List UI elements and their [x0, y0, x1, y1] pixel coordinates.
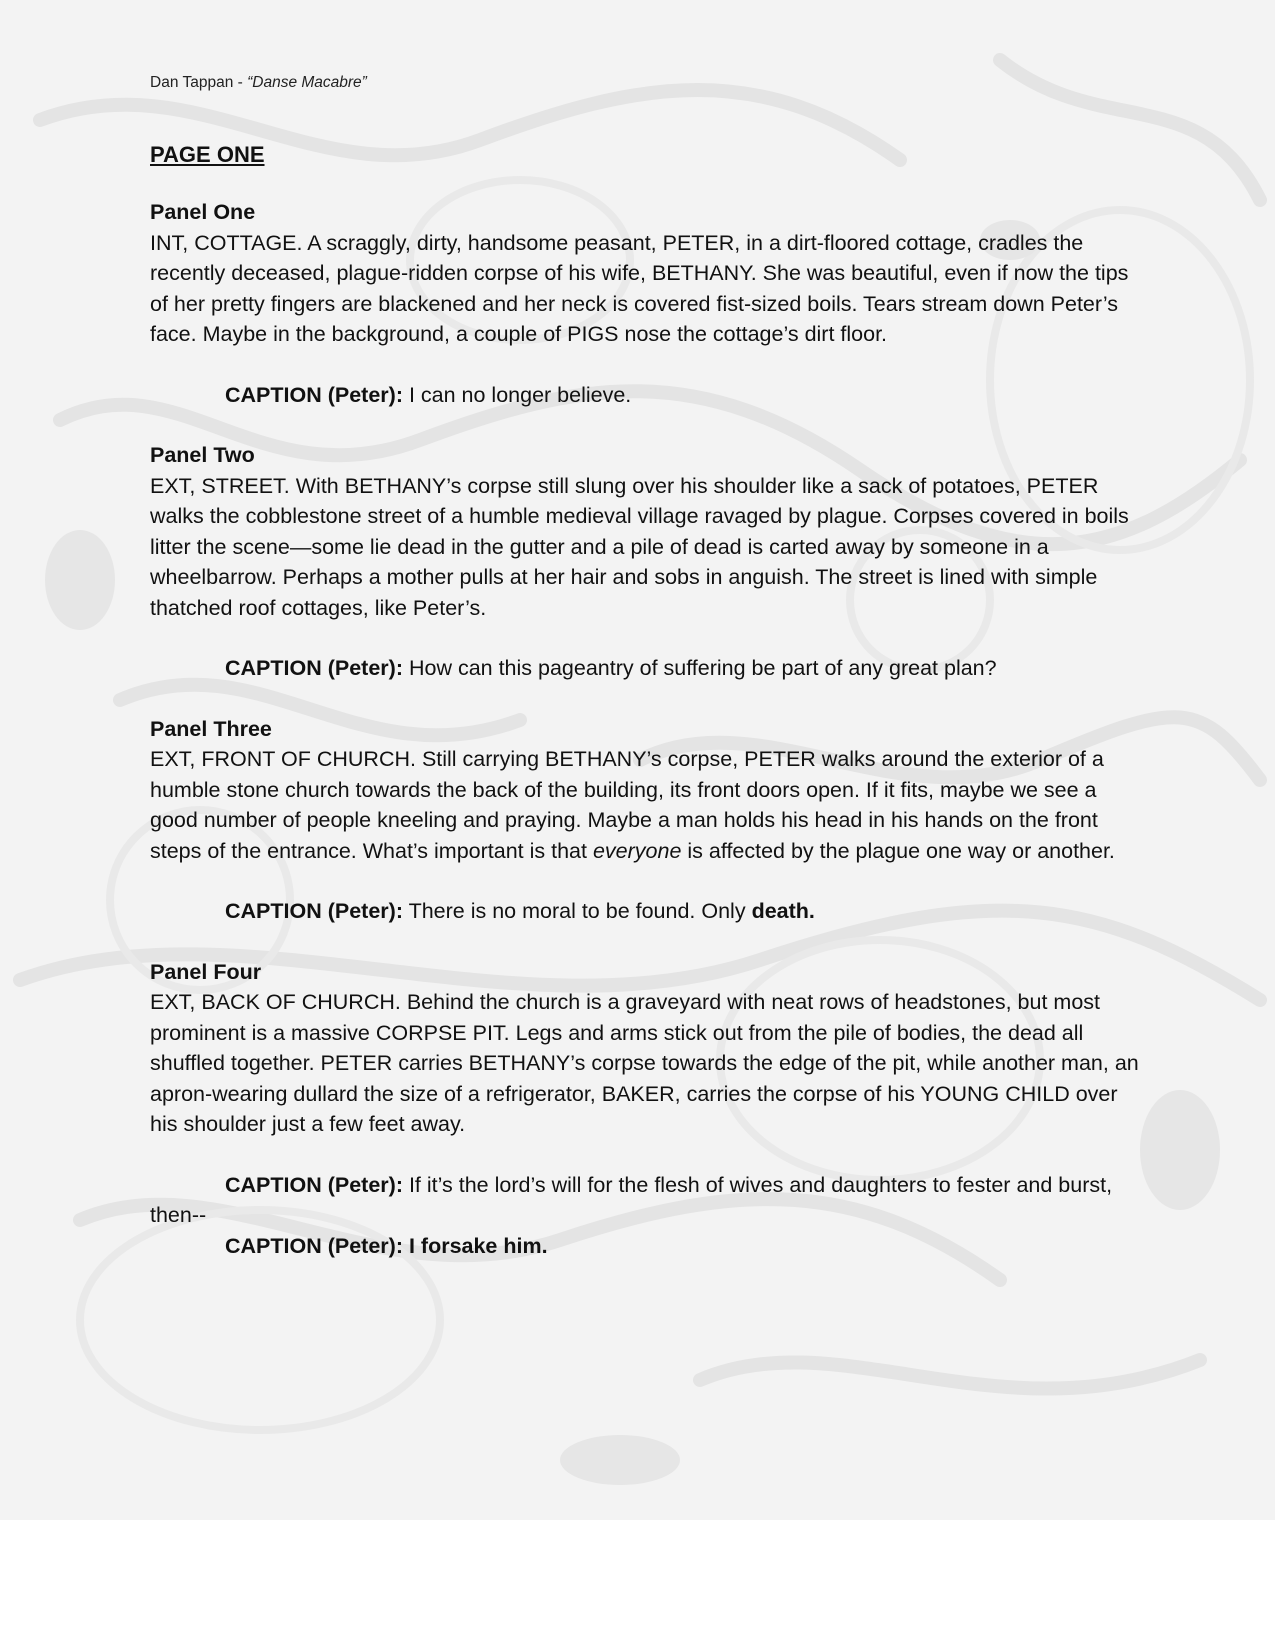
- description-part: EXT, FRONT OF CHURCH. Still carrying BETHANY’s corpse, PETER walks around the exterior of a humble stone church towards the back of the building, its front doors open. If it fits, maybe we see a good number of people kneeling and praying. Maybe a man holds his head in his hands on the front steps of the entrance. What’s important is that: [150, 747, 1104, 863]
- panel-caption: [150, 896, 1140, 927]
- caption-text: If it’s the lord’s will for the flesh of wives and daughters to fester and burst, then--: [150, 1172, 1113, 1227]
- caption-text: I can no longer believe.: [402, 382, 632, 407]
- panel-caption: [150, 1170, 1140, 1231]
- panel-caption: [150, 380, 1140, 411]
- panel-caption-second: [150, 1231, 1140, 1262]
- panel-one: [150, 197, 1140, 410]
- panel-heading: Panel Four: [150, 959, 262, 984]
- panel-caption: [150, 653, 1140, 684]
- panel-description: [150, 744, 1140, 866]
- caption-label: CAPTION (Peter):: [225, 1233, 403, 1258]
- panel-heading: Panel Three: [150, 716, 272, 741]
- caption-label: CAPTION (Peter):: [225, 382, 403, 407]
- panel-heading: Panel Two: [150, 443, 255, 467]
- script-page: [150, 74, 1140, 1291]
- panel-description: EXT, STREET. With BETHANY’s corpse still slung over his shoulder like a sack of potatoes, PETER walks the cobblestone street of a humble medieval village ravaged by plague. Corpses covered in boils litter the scene—some lie dead in the gutter and a pile of dead is carted away by someone in a wheelbarrow. Perhaps a mother pulls at her hair and sobs in anguish. The street is lined with simple thatched roof cottages, like Peter’s.: [150, 473, 1129, 620]
- panel-description: EXT, BACK OF CHURCH. Behind the church is a graveyard with neat rows of headstones, but most prominent is a massive CORPSE PIT. Legs and arms stick out from the pile of bodies, the dead all shuffled together. PETER carries BETHANY’s corpse towards the edge of the pit, while another man, an apron-wearing dullard the size of a refrigerator, BAKER, carries the corpse of his YOUNG CHILD over his shoulder just a few feet away.: [150, 990, 1139, 1136]
- caption-text: There is no moral to be found. Only: [402, 899, 752, 923]
- page-title: PAGE ONE: [150, 142, 265, 167]
- panel-description: INT, COTTAGE. A scraggly, dirty, handsome peasant, PETER, in a dirt-floored cottage, cradles the recently deceased, plague-ridden corpse of his wife, BETHANY. She was beautiful, even if now the tips of her pretty fingers are blackened and her neck is covered fist-sized boils. Tears stream down Peter’s face. Maybe in the background, a couple of PIGS nose the cottage’s dirt floor.: [150, 230, 1129, 346]
- panel-three: [150, 714, 1140, 927]
- caption-label: CAPTION (Peter):: [225, 656, 403, 680]
- header-title: “Danse Macabre”: [247, 74, 367, 91]
- panel-four: [150, 957, 1140, 1262]
- caption-emphasis: death.: [751, 899, 815, 923]
- panel-heading: Panel One: [150, 200, 256, 224]
- header-author: Dan Tappan -: [150, 74, 248, 91]
- running-header: [150, 74, 1140, 92]
- caption-text: How can this pageantry of suffering be part of any great plan?: [402, 656, 997, 680]
- caption-label: CAPTION (Peter):: [225, 1172, 403, 1197]
- description-part: is affected by the plague one way or another.: [681, 838, 1115, 863]
- caption-text-bold: I forsake him.: [402, 1233, 548, 1258]
- caption-label: CAPTION (Peter):: [225, 899, 403, 923]
- panel-two: [150, 440, 1140, 684]
- description-emphasis: everyone: [592, 838, 682, 863]
